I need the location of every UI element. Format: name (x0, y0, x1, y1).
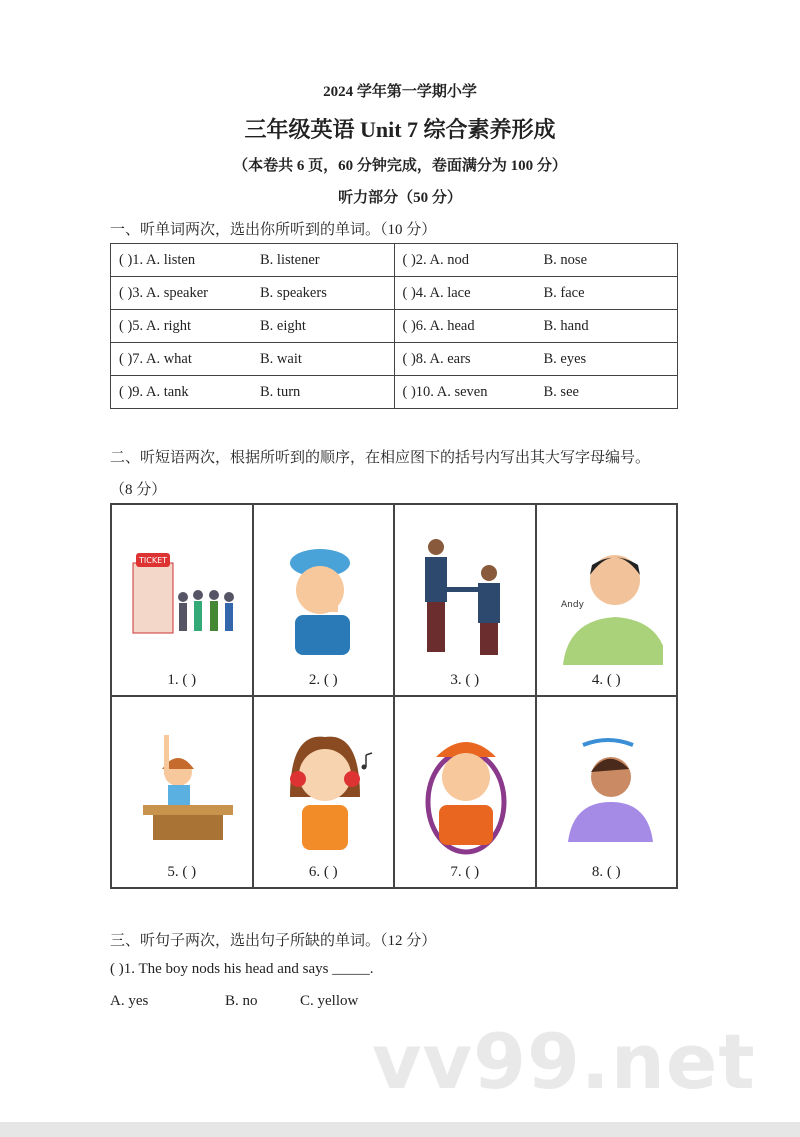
question-option-b: B. listener (260, 251, 320, 268)
question-option-a: ( )6. A. head (402, 317, 475, 334)
caption-3: 3. ( ) (450, 672, 480, 688)
question-cell (394, 277, 678, 310)
picture-7 (394, 696, 536, 888)
table-row (111, 310, 678, 343)
question-cell (111, 376, 395, 409)
question-option-b: B. turn (260, 383, 301, 400)
caption-5: 5. ( ) (167, 864, 197, 880)
question-option-b: B. see (543, 383, 579, 400)
section2-points: （8 分） (110, 482, 167, 498)
boy-shh-image (270, 535, 380, 665)
question-option-b: B. wait (260, 350, 302, 367)
exam-note: （本卷共 6 页，60 分钟完成，卷面满分为 100 分） (233, 158, 567, 174)
section2-heading: 二、听短语两次，根据所听到的顺序，在相应图下的括号内写出其大写字母编号。 (110, 450, 651, 466)
girl-headphones-image (270, 727, 380, 857)
picture-5 (111, 696, 253, 888)
question-option-a: ( )2. A. nod (402, 251, 469, 268)
boy-smell-image (411, 727, 521, 857)
picture-grid (110, 503, 678, 889)
question-1: ( )1. The boy nods his head and says _____. (110, 961, 374, 977)
option-c: C. yellow (300, 993, 359, 1009)
watermark: vv99.net (372, 1017, 756, 1106)
page-title: 三年级英语 Unit 7 综合素养形成 (244, 117, 556, 142)
andy-image (553, 535, 663, 665)
picture-6 (253, 696, 395, 888)
question-option-a: ( )7. A. what (119, 350, 192, 367)
table-row (111, 277, 678, 310)
section1-table (110, 243, 678, 409)
page-bottom-bar (0, 1122, 800, 1137)
table-row (111, 343, 678, 376)
question-option-b: B. face (543, 284, 585, 301)
question-cell (111, 310, 395, 343)
picture-3 (394, 504, 536, 696)
option-a: A. yes (110, 993, 149, 1009)
picture-2 (253, 504, 395, 696)
section1-heading: 一、听单词两次，选出你所听到的单词。（10 分） (110, 222, 437, 238)
question-option-a: ( )8. A. ears (402, 350, 471, 367)
question-option-b: B. nose (543, 251, 587, 268)
table-row (111, 376, 678, 409)
question-option-b: B. hand (543, 317, 589, 334)
question-option-a: ( )4. A. lace (402, 284, 471, 301)
picture-4 (536, 504, 678, 696)
caption-1: 1. ( ) (167, 672, 197, 688)
handshake-image (411, 535, 521, 665)
ticket-sign: TICKET (138, 556, 168, 565)
question-option-b: B. speakers (260, 284, 327, 301)
caption-8: 8. ( ) (591, 864, 621, 880)
question-option-a: ( )3. A. speaker (119, 284, 208, 301)
option-b: B. no (225, 993, 258, 1009)
name-label: Andy (560, 600, 584, 610)
question-cell (394, 343, 678, 376)
picture-1 (111, 504, 253, 696)
question-cell (394, 244, 678, 277)
question-option-b: B. eight (260, 317, 306, 334)
question-option-b: B. eyes (543, 350, 587, 367)
question-option-a: ( )5. A. right (119, 317, 192, 334)
picture-8 (536, 696, 678, 888)
girl-raising-hand-image (128, 727, 238, 857)
caption-7: 7. ( ) (450, 864, 480, 880)
music-note-icon (366, 753, 372, 767)
question-option-a: ( )9. A. tank (119, 383, 189, 400)
caption-2: 2. ( ) (308, 672, 338, 688)
question-cell (394, 310, 678, 343)
caption-4: 4. ( ) (591, 672, 621, 688)
question-cell (394, 376, 678, 409)
school-term: 2024 学年第一学期小学 (323, 84, 477, 100)
ticket-queue-image (128, 535, 238, 665)
question-option-a: ( )1. A. listen (119, 251, 196, 268)
question-cell (111, 343, 395, 376)
section3-heading: 三、听句子两次，选出句子所缺的单词。（12 分） (110, 933, 437, 949)
question-option-a: ( )10. A. seven (402, 383, 488, 400)
caption-6: 6. ( ) (308, 864, 338, 880)
table-row (111, 244, 678, 277)
question-cell (111, 277, 395, 310)
question-cell (111, 244, 395, 277)
part-title: 听力部分（50 分） (338, 190, 462, 206)
head-turn-image (553, 727, 663, 857)
